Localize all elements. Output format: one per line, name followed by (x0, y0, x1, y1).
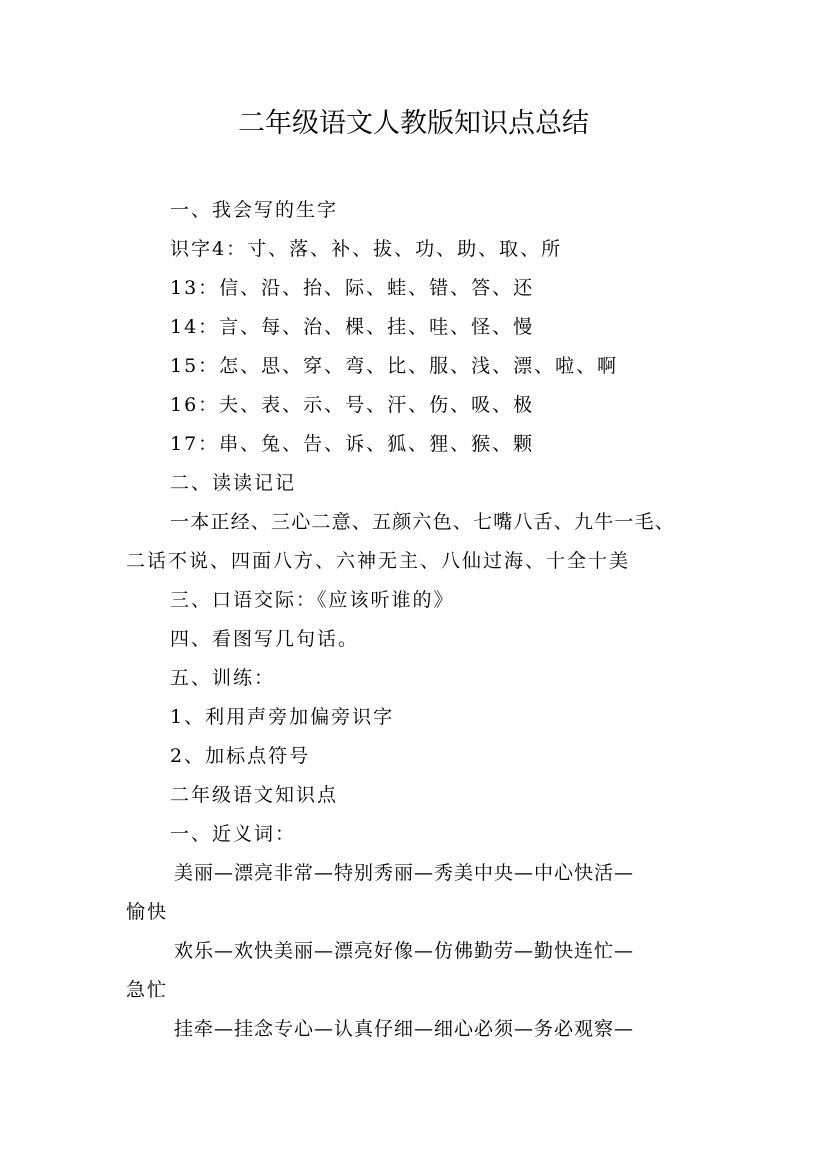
text-line-lesson-14: 14：言、每、治、棵、挂、哇、怪、慢 (170, 316, 535, 338)
section-heading-picture-writing: 四、看图写几句话。 (170, 628, 360, 650)
text-line-synonyms-2: 欢乐—欢快美丽—漂亮好像—仿佛勤劳—勤快连忙— (174, 940, 635, 962)
page-title: 二年级语文人教版知识点总结 (238, 108, 589, 139)
text-line-lesson-17: 17：串、兔、告、诉、狐、狸、猴、颗 (170, 433, 535, 455)
section-heading-grade-2-knowledge: 二年级语文知识点 (170, 784, 339, 806)
text-line-training-1: 1、利用声旁加偏旁识字 (170, 706, 395, 728)
text-line-synonyms-1: 美丽—漂亮非常—特别秀丽—秀美中央—中心快活— (174, 862, 635, 884)
text-line-lesson-15: 15：怎、思、穿、弯、比、服、浅、漂、啦、啊 (170, 355, 619, 377)
text-line-idioms-2: 二话不说、四面八方、六神无主、八仙过海、十全十美 (126, 550, 631, 572)
text-line-synonyms-1-cont: 愉快 (126, 901, 169, 923)
section-heading-oral-communication: 三、口语交际：《应该听谁的》 (170, 589, 455, 611)
text-line-synonyms-2-cont: 急忙 (126, 979, 169, 1001)
text-line-lesson-16: 16：夫、表、示、号、汗、伤、吸、极 (170, 394, 535, 416)
text-line-idioms-1: 一本正经、三心二意、五颜六色、七嘴八舌、九牛一毛、 (170, 511, 676, 533)
section-heading-synonyms: 一、近义词： (170, 823, 297, 845)
section-heading-read-and-remember: 二、读读记记 (170, 472, 297, 494)
text-line-training-2: 2、加标点符号 (170, 745, 311, 767)
text-line-synonyms-3: 挂牵—挂念专心—认真仔细—细心必须—务必观察— (174, 1018, 635, 1040)
text-line-lesson-13: 13：信、沿、抬、际、蛙、错、答、还 (170, 277, 535, 299)
section-heading-writable-characters: 一、我会写的生字 (170, 199, 339, 221)
text-line-lesson-4: 识字4：寸、落、补、拔、功、助、取、所 (170, 238, 563, 260)
section-heading-training: 五、训练： (170, 667, 276, 689)
